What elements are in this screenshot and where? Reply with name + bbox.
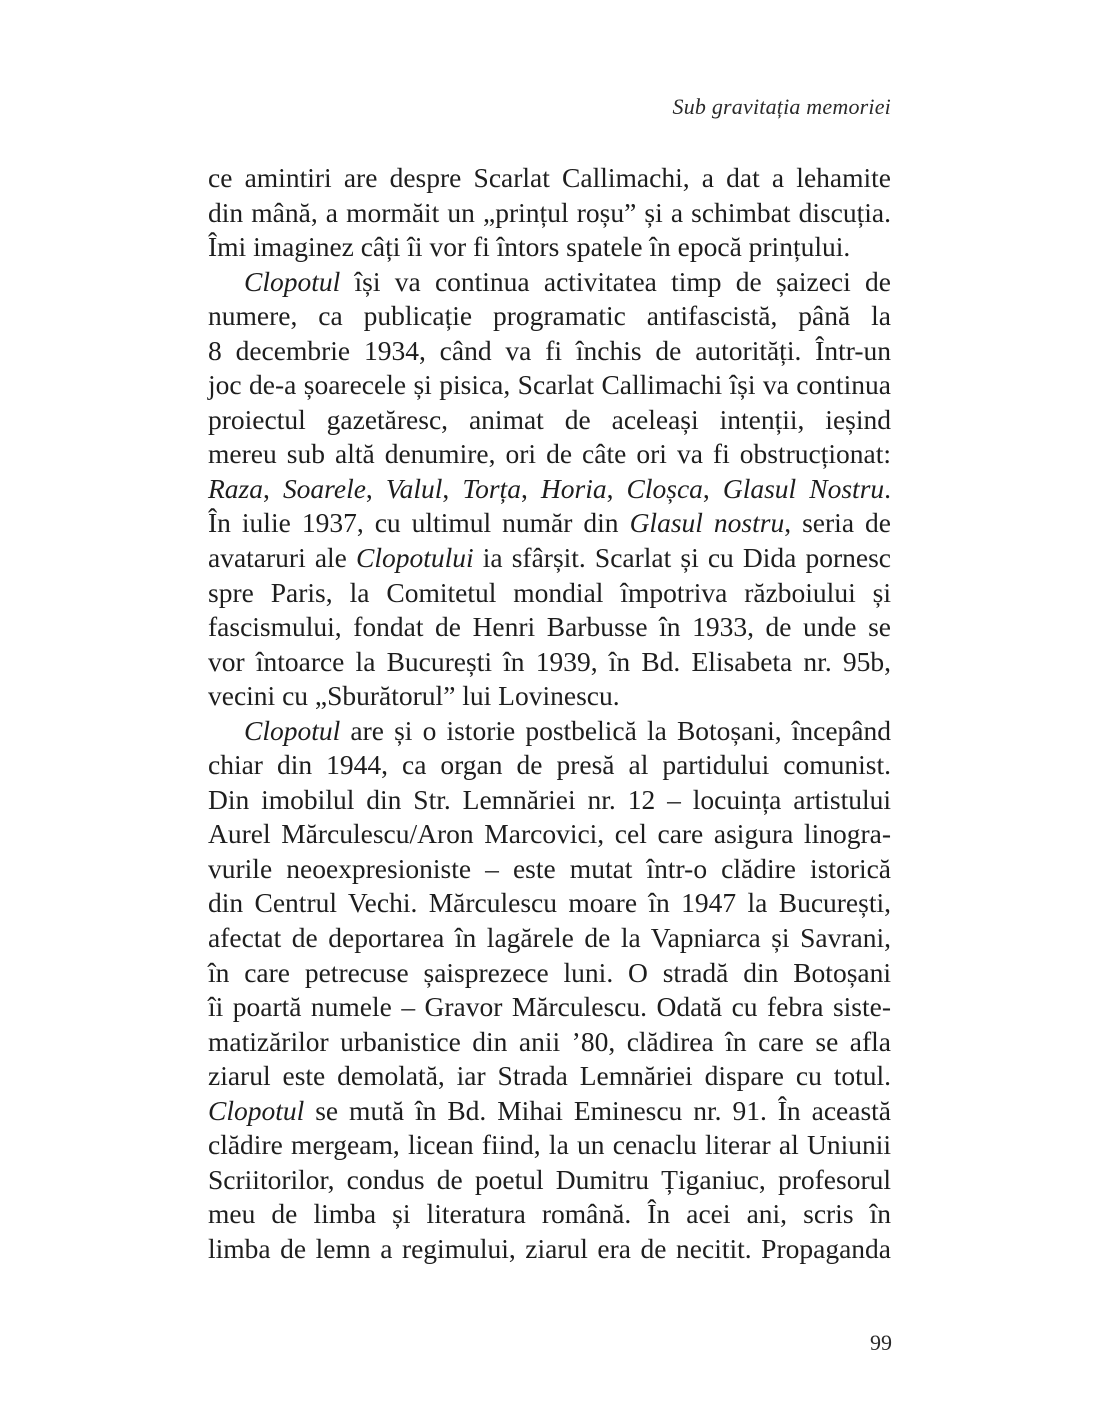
text-run: vurile neoexpresioniste – este mutat într-o clădire istorică	[208, 852, 891, 884]
text-run: ,	[442, 472, 463, 504]
text-run: .	[884, 472, 892, 504]
text-line	[208, 852, 891, 887]
italic-title: Clopotul	[244, 265, 341, 297]
text-run: se mută în Bd. Mihai Eminescu nr. 91. În această	[304, 1094, 891, 1126]
text-line	[208, 748, 891, 783]
text-line	[208, 230, 891, 265]
text-line	[208, 1128, 891, 1163]
text-run: își va continua activitatea timp de șaizeci de	[340, 265, 891, 297]
italic-title: Clopotul	[244, 714, 341, 746]
text-line	[208, 783, 891, 818]
text-line	[208, 714, 891, 749]
text-run: ,	[702, 472, 723, 504]
text-run: ziarul este demolată, iar Strada Lemnăriei dispare cu totul.	[208, 1060, 891, 1092]
italic-title: Cloșca	[626, 472, 703, 504]
body-text	[208, 161, 891, 1267]
italic-title: Soarele	[282, 472, 366, 504]
text-line	[208, 886, 891, 921]
text-run: ,	[520, 472, 541, 504]
text-line	[208, 1163, 891, 1198]
text-run: ia sfârșit. Scarlat și cu Dida pornesc	[473, 542, 891, 574]
text-run: spre Paris, la Comitetul mondial împotriva războiului și	[208, 576, 891, 608]
text-line	[208, 403, 891, 438]
italic-title: Clopotului	[356, 542, 474, 574]
text-run: fascismului, fondat de Henri Barbusse în 1933, de unde se	[208, 611, 891, 643]
text-line	[208, 299, 891, 334]
text-line	[208, 541, 891, 576]
page-number: 99	[870, 1330, 892, 1355]
text-line	[208, 472, 891, 507]
text-line	[208, 196, 891, 231]
text-run: afectat de deportarea în lagărele de la Vapniarca și Savrani,	[208, 922, 891, 954]
text-line	[208, 265, 891, 300]
italic-title: Raza	[208, 472, 263, 504]
text-line	[208, 956, 891, 991]
text-run: ,	[606, 472, 627, 504]
italic-title: Clopotul	[208, 1094, 305, 1126]
text-line	[208, 506, 891, 541]
text-line	[208, 161, 891, 196]
text-run: meu de limba și literatura română. În acei ani, scris în	[208, 1198, 891, 1230]
text-run: Aurel Mărculescu/Aron Marcovici, cel care asigura linogra-	[208, 818, 891, 850]
text-run: în care petrecuse șaisprezece luni. O stradă din Botoșani	[208, 956, 891, 988]
text-run: mereu sub altă denumire, ori de câte ori va fi obstrucționat:	[208, 438, 891, 470]
text-line	[208, 679, 891, 714]
text-run: Din imobilul din Str. Lemnăriei nr. 12 – locuința artistului	[208, 783, 891, 815]
text-run: clădire mergeam, licean fiind, la un cenaclu literar al Uniunii	[208, 1129, 891, 1161]
text-line	[208, 990, 891, 1025]
text-run: limba de lemn a regimului, ziarul era de necitit. Propaganda	[208, 1232, 891, 1264]
text-line	[208, 645, 891, 680]
text-run: din Centrul Vechi. Mărculescu moare în 1947 la București,	[208, 887, 891, 919]
text-run: din mână, a mormăit un „prințul roșu” și a schimbat discuția.	[208, 196, 891, 228]
text-run: avataruri ale	[208, 542, 356, 574]
text-run: matizărilor urbanistice din anii ’80, clădirea în care se afla	[208, 1025, 891, 1057]
text-line	[208, 576, 891, 611]
text-run: Scriitorilor, condus de poetul Dumitru Țiganiuc, profesorul	[208, 1163, 891, 1195]
text-line	[208, 610, 891, 645]
text-line	[208, 921, 891, 956]
text-run: vecini cu „Sburătorul” lui Lovinescu.	[208, 680, 620, 712]
text-line	[208, 1197, 891, 1232]
text-run: Îmi imaginez câți îi vor fi întors spatele în epocă prințului.	[208, 231, 851, 263]
text-run: numere, ca publicație programatic antifascistă, până la	[208, 300, 891, 332]
text-line	[208, 817, 891, 852]
italic-title: Torța	[462, 472, 521, 504]
text-run: chiar din 1944, ca organ de presă al partidului comunist.	[208, 749, 891, 781]
text-line	[208, 1025, 891, 1060]
text-run: 8 decembrie 1934, când va fi închis de autorități. Într-un	[208, 334, 891, 366]
text-run: ,	[365, 472, 386, 504]
text-line	[208, 368, 891, 403]
text-run: proiectul gazetăresc, animat de aceleași intenții, ieșind	[208, 403, 891, 435]
running-head: Sub gravitația memoriei	[672, 94, 891, 119]
text-run: vor întoarce la București în 1939, în Bd. Elisabeta nr. 95b,	[208, 645, 891, 677]
text-line	[208, 1094, 891, 1129]
text-run: ce amintiri are despre Scarlat Callimachi, a dat a lehamite	[208, 162, 891, 193]
italic-title: Horia	[540, 472, 607, 504]
text-line	[208, 437, 891, 472]
text-run: În iulie 1937, cu ultimul număr din	[208, 507, 630, 539]
text-run: joc de-a șoarecele și pisica, Scarlat Callimachi își va continua	[208, 369, 891, 401]
text-run: , seria de	[784, 507, 891, 539]
italic-title: Glasul Nostru	[722, 472, 885, 504]
italic-title: Valul	[385, 472, 443, 504]
text-run: are și o istorie postbelică la Botoșani, începând	[340, 714, 891, 746]
italic-title: Glasul nostru	[629, 507, 785, 539]
text-line	[208, 1232, 891, 1267]
text-line	[208, 1059, 891, 1094]
text-line	[208, 334, 891, 369]
text-run: ,	[263, 472, 283, 504]
text-run: îi poartă numele – Gravor Mărculescu. Odată cu febra siste-	[208, 991, 891, 1023]
